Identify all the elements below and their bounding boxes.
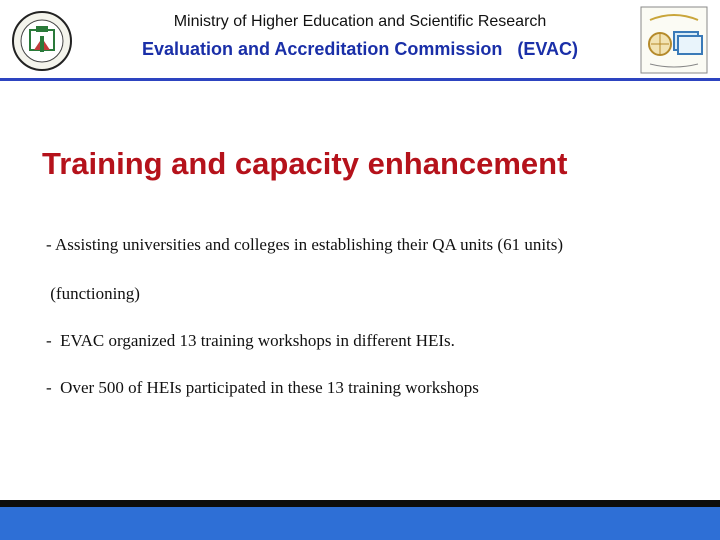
slide-title: Training and capacity enhancement (42, 146, 568, 181)
bullet-item: (functioning) (46, 284, 140, 303)
header-divider (0, 78, 720, 81)
commission-name: Evaluation and Accreditation Commission (EVAC) (141, 39, 579, 59)
footer-line (0, 500, 720, 507)
bullet-item: - Over 500 of HEIs participated in these 13 training workshops (46, 378, 479, 397)
ministry-name: Ministry of Higher Education and Scientific Research (173, 13, 547, 30)
slide-header (0, 0, 720, 78)
evac-emblem-icon (640, 6, 708, 74)
bullet-item: - EVAC organized 13 training workshops in different HEIs. (46, 331, 455, 350)
bullet-item: - Assisting universities and colleges in establishing their QA units (61 units) (46, 235, 564, 254)
footer-bar (0, 507, 720, 540)
